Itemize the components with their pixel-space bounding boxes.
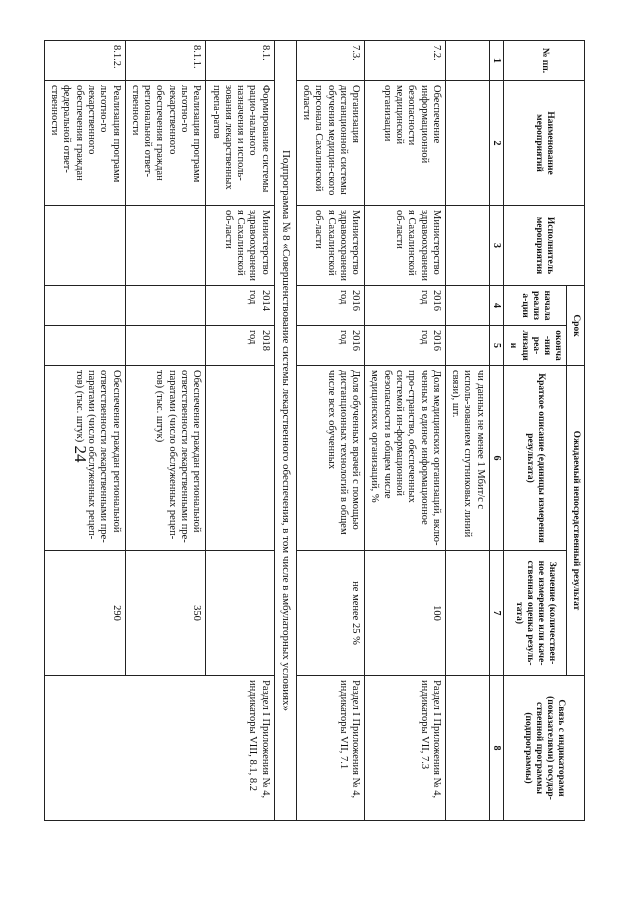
measure-end bbox=[125, 326, 206, 366]
column-number: 1 bbox=[489, 41, 504, 81]
table-row bbox=[296, 41, 364, 821]
table-row bbox=[365, 41, 446, 821]
header-name: Наименование мероприятий bbox=[504, 81, 585, 206]
result-value: 350 bbox=[125, 551, 206, 676]
table-cell bbox=[445, 206, 489, 286]
column-number: 7 bbox=[489, 551, 504, 676]
header-executor: Исполнитель мероприятия bbox=[504, 206, 585, 286]
column-number: 6 bbox=[489, 366, 504, 551]
measure-start bbox=[125, 286, 206, 326]
row-number: 8.1.2. bbox=[44, 41, 125, 81]
table-cell bbox=[445, 286, 489, 326]
result-description: Обеспечение граждан региональной ответственности лекарственными пре-паратами (число обслуженных рецеп-тов) (тыс. штук) bbox=[44, 366, 125, 551]
measure-name: Реализация программ льготно-го лекарственного обеспечения граждан федеральной ответ-ственности bbox=[44, 81, 125, 206]
header-start: начала реализа-ции bbox=[504, 286, 567, 326]
result-value bbox=[206, 551, 274, 676]
measure-start bbox=[44, 286, 125, 326]
measure-executor: Министерство здравоохранения Сахалинской об-ласти bbox=[296, 206, 364, 286]
header-expected-result: Ожидаемый непосредственный результат bbox=[566, 366, 584, 676]
table-cell bbox=[445, 41, 489, 81]
measure-executor: Министерство здравоохранения Сахалинской об-ласти bbox=[206, 206, 274, 286]
column-number: 8 bbox=[489, 676, 504, 821]
result-value: 290 bbox=[44, 551, 125, 676]
column-number: 4 bbox=[489, 286, 504, 326]
measure-name: Обеспечение информационной безопасности медицинской организации bbox=[365, 81, 446, 206]
measure-executor bbox=[44, 206, 125, 286]
column-number: 3 bbox=[489, 206, 504, 286]
row-number: 8.1. bbox=[206, 41, 274, 81]
page-number: 24 bbox=[71, 445, 90, 463]
row-number: 8.1.1. bbox=[125, 41, 206, 81]
measure-end: 2016 год bbox=[296, 326, 364, 366]
continuation-text: чи данных не менее 1 Мбит/с с исполь-зованием спутниковых линий связи), шт. bbox=[445, 366, 489, 551]
result-description: Доля медицинских организаций, вклю-ченных в единое информационное про-странство, обеспеченных системой ин-формационной безопасности в общем числе медицинских организаций, % bbox=[365, 366, 446, 551]
measure-start: 2014 год bbox=[206, 286, 274, 326]
indicator-link: Раздел I Приложения № 4, индикаторы VII, 7.3 bbox=[365, 676, 446, 821]
table-cell bbox=[445, 81, 489, 206]
result-description: Доля обученных врачей с помощью дистанционных технологий в общем числе всех обученных bbox=[296, 366, 364, 551]
measure-end: 2018 год bbox=[206, 326, 274, 366]
column-number: 2 bbox=[489, 81, 504, 206]
measure-executor: Министерство здравоохранения Сахалинской об-ласти bbox=[365, 206, 446, 286]
table-cell bbox=[445, 551, 489, 676]
measure-executor bbox=[125, 206, 206, 286]
header-value: Значение (количествен-ное измерение или каче-ственная оценка резуль-тата) bbox=[504, 551, 567, 676]
measure-name: Формирование системы рацио-нального назначения и исполь-зования лекарственных препа-ратов bbox=[206, 81, 274, 206]
result-description: Обеспечение граждан региональной ответственности лекарственными пре-паратами (число обслуженных рецеп-тов) (тыс. штук) bbox=[125, 366, 206, 551]
table-row bbox=[206, 41, 274, 821]
table-cell bbox=[445, 676, 489, 821]
measure-end bbox=[44, 326, 125, 366]
measure-name: Реализация программ льготно-го лекарственного обеспечения граждан региональной ответ-ственности bbox=[125, 81, 206, 206]
header-end: оконча-ния реа-лизации bbox=[504, 326, 567, 366]
header-term: Срок bbox=[566, 286, 584, 366]
header-no: № пп. bbox=[504, 41, 585, 81]
row-number: 7.2. bbox=[365, 41, 446, 81]
result-description bbox=[206, 366, 274, 551]
column-number: 5 bbox=[489, 326, 504, 366]
indicator-link: Раздел I Приложения № 4, индикаторы VIII, 8.1, 8.2 bbox=[44, 676, 274, 821]
result-value: не менее 25 % bbox=[296, 551, 364, 676]
table-cell bbox=[445, 326, 489, 366]
indicator-link: Раздел I Приложения № 4, индикаторы VII, 7.1 bbox=[296, 676, 364, 821]
measure-start: 2016 год bbox=[296, 286, 364, 326]
measure-start: 2016 год bbox=[365, 286, 446, 326]
subprogram-title: Подпрограмма № 8 «Совершенствование системы лекарственного обеспечения, в том числе в амбулаторных условиях» bbox=[274, 41, 296, 821]
header-short-desc: Краткое описание (единицы измерения результата) bbox=[504, 366, 567, 551]
row-number: 7.3. bbox=[296, 41, 364, 81]
measure-end: 2016 год bbox=[365, 326, 446, 366]
header-link: Связь с индикаторами (показателями) государ-ственной программы (подпрограммы) bbox=[504, 676, 585, 821]
measures-table bbox=[44, 40, 585, 821]
measure-name: Организация дистанционной системы обучения медицин-ского персонала Сахалинской области bbox=[296, 81, 364, 206]
result-value: 100 bbox=[365, 551, 446, 676]
